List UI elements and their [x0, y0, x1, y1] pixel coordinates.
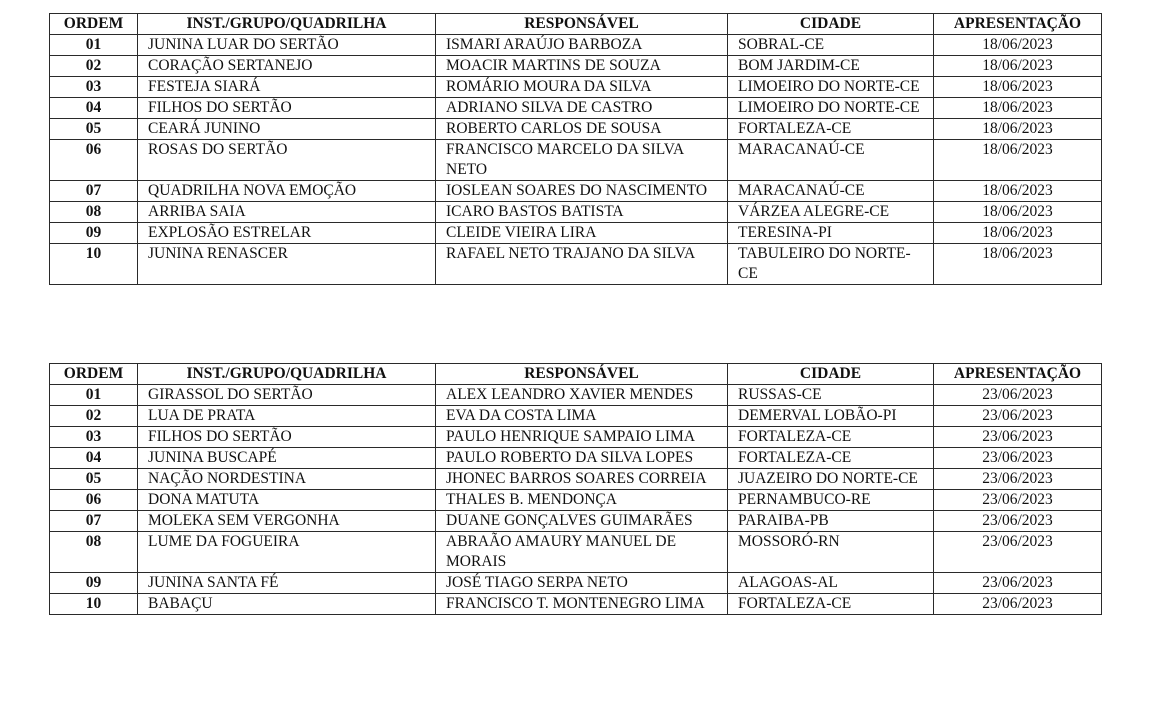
cell-grupo: EXPLOSÃO ESTRELAR: [138, 223, 436, 244]
table-row: [50, 181, 1102, 202]
cell-apresentacao: 18/06/2023: [934, 181, 1102, 202]
schedule-table-1: [49, 13, 1102, 285]
cell-grupo: FILHOS DO SERTÃO: [138, 98, 436, 119]
cell-cidade: MOSSORÓ-RN: [728, 532, 934, 573]
cell-ordem: 04: [50, 448, 138, 469]
cell-ordem: 04: [50, 98, 138, 119]
cell-cidade: FORTALEZA-CE: [728, 119, 934, 140]
cell-cidade: FORTALEZA-CE: [728, 594, 934, 615]
cell-ordem: 03: [50, 77, 138, 98]
cell-grupo: FILHOS DO SERTÃO: [138, 427, 436, 448]
cell-apresentacao: 23/06/2023: [934, 594, 1102, 615]
header-ordem: ORDEM: [50, 14, 138, 35]
table-row: [50, 490, 1102, 511]
cell-responsavel: DUANE GONÇALVES GUIMARÃES: [436, 511, 728, 532]
cell-ordem: 10: [50, 594, 138, 615]
cell-cidade: VÁRZEA ALEGRE-CE: [728, 202, 934, 223]
header-grupo: INST./GRUPO/QUADRILHA: [138, 14, 436, 35]
table-row: [50, 140, 1102, 181]
cell-apresentacao: 18/06/2023: [934, 98, 1102, 119]
cell-ordem: 07: [50, 181, 138, 202]
cell-grupo: JUNINA SANTA FÉ: [138, 573, 436, 594]
cell-responsavel: EVA DA COSTA LIMA: [436, 406, 728, 427]
cell-cidade: LIMOEIRO DO NORTE-CE: [728, 98, 934, 119]
cell-apresentacao: 23/06/2023: [934, 427, 1102, 448]
cell-grupo: MOLEKA SEM VERGONHA: [138, 511, 436, 532]
cell-ordem: 09: [50, 573, 138, 594]
cell-grupo: GIRASSOL DO SERTÃO: [138, 385, 436, 406]
table-row: [50, 406, 1102, 427]
table-row: [50, 385, 1102, 406]
cell-responsavel: PAULO HENRIQUE SAMPAIO LIMA: [436, 427, 728, 448]
schedule-table-2: [49, 363, 1102, 615]
table-row: [50, 532, 1102, 573]
cell-grupo: JUNINA LUAR DO SERTÃO: [138, 35, 436, 56]
cell-apresentacao: 18/06/2023: [934, 56, 1102, 77]
cell-cidade: BOM JARDIM-CE: [728, 56, 934, 77]
cell-cidade: RUSSAS-CE: [728, 385, 934, 406]
cell-apresentacao: 18/06/2023: [934, 223, 1102, 244]
cell-grupo: BABAÇU: [138, 594, 436, 615]
cell-ordem: 08: [50, 532, 138, 573]
cell-grupo: QUADRILHA NOVA EMOÇÃO: [138, 181, 436, 202]
cell-grupo: ROSAS DO SERTÃO: [138, 140, 436, 181]
cell-responsavel: ICARO BASTOS BATISTA: [436, 202, 728, 223]
cell-ordem: 06: [50, 140, 138, 181]
cell-grupo: JUNINA RENASCER: [138, 244, 436, 285]
cell-apresentacao: 23/06/2023: [934, 448, 1102, 469]
cell-cidade: MARACANAÚ-CE: [728, 181, 934, 202]
cell-cidade: PARAIBA-PB: [728, 511, 934, 532]
table-row: [50, 119, 1102, 140]
header-responsavel: RESPONSÁVEL: [436, 14, 728, 35]
cell-grupo: LUA DE PRATA: [138, 406, 436, 427]
cell-ordem: 07: [50, 511, 138, 532]
cell-cidade: FORTALEZA-CE: [728, 427, 934, 448]
table-row: [50, 573, 1102, 594]
table-row: [50, 98, 1102, 119]
cell-responsavel: ALEX LEANDRO XAVIER MENDES: [436, 385, 728, 406]
cell-cidade: MARACANAÚ-CE: [728, 140, 934, 181]
table-row: [50, 77, 1102, 98]
cell-grupo: NAÇÃO NORDESTINA: [138, 469, 436, 490]
cell-cidade: JUAZEIRO DO NORTE-CE: [728, 469, 934, 490]
table-row: [50, 244, 1102, 285]
table-row: [50, 56, 1102, 77]
cell-ordem: 10: [50, 244, 138, 285]
cell-cidade: LIMOEIRO DO NORTE-CE: [728, 77, 934, 98]
table-row: [50, 448, 1102, 469]
cell-cidade: ALAGOAS-AL: [728, 573, 934, 594]
cell-apresentacao: 18/06/2023: [934, 244, 1102, 285]
cell-grupo: CORAÇÃO SERTANEJO: [138, 56, 436, 77]
cell-apresentacao: 18/06/2023: [934, 202, 1102, 223]
cell-grupo: CEARÁ JUNINO: [138, 119, 436, 140]
cell-responsavel: ABRAÃO AMAURY MANUEL DE MORAIS: [436, 532, 728, 573]
header-cidade: CIDADE: [728, 14, 934, 35]
table-row: [50, 469, 1102, 490]
cell-ordem: 06: [50, 490, 138, 511]
cell-apresentacao: 23/06/2023: [934, 385, 1102, 406]
cell-responsavel: RAFAEL NETO TRAJANO DA SILVA: [436, 244, 728, 285]
cell-apresentacao: 18/06/2023: [934, 119, 1102, 140]
table-row: [50, 202, 1102, 223]
table-row: [50, 223, 1102, 244]
cell-responsavel: CLEIDE VIEIRA LIRA: [436, 223, 728, 244]
cell-apresentacao: 23/06/2023: [934, 469, 1102, 490]
cell-responsavel: ROBERTO CARLOS DE SOUSA: [436, 119, 728, 140]
cell-grupo: ARRIBA SAIA: [138, 202, 436, 223]
cell-ordem: 01: [50, 385, 138, 406]
table-header-row: [50, 364, 1102, 385]
cell-responsavel: ROMÁRIO MOURA DA SILVA: [436, 77, 728, 98]
cell-responsavel: ADRIANO SILVA DE CASTRO: [436, 98, 728, 119]
table-row: [50, 511, 1102, 532]
cell-responsavel: MOACIR MARTINS DE SOUZA: [436, 56, 728, 77]
cell-responsavel: FRANCISCO MARCELO DA SILVA NETO: [436, 140, 728, 181]
cell-apresentacao: 23/06/2023: [934, 511, 1102, 532]
cell-apresentacao: 23/06/2023: [934, 573, 1102, 594]
cell-ordem: 02: [50, 56, 138, 77]
cell-responsavel: PAULO ROBERTO DA SILVA LOPES: [436, 448, 728, 469]
cell-grupo: LUME DA FOGUEIRA: [138, 532, 436, 573]
cell-responsavel: JOSÉ TIAGO SERPA NETO: [436, 573, 728, 594]
header-apresentacao: APRESENTAÇÃO: [934, 14, 1102, 35]
header-cidade: CIDADE: [728, 364, 934, 385]
cell-grupo: DONA MATUTA: [138, 490, 436, 511]
header-ordem: ORDEM: [50, 364, 138, 385]
cell-responsavel: THALES B. MENDONÇA: [436, 490, 728, 511]
header-grupo: INST./GRUPO/QUADRILHA: [138, 364, 436, 385]
cell-responsavel: FRANCISCO T. MONTENEGRO LIMA: [436, 594, 728, 615]
cell-cidade: PERNAMBUCO-RE: [728, 490, 934, 511]
cell-cidade: TERESINA-PI: [728, 223, 934, 244]
header-responsavel: RESPONSÁVEL: [436, 364, 728, 385]
header-apresentacao: APRESENTAÇÃO: [934, 364, 1102, 385]
table-row: [50, 427, 1102, 448]
cell-ordem: 03: [50, 427, 138, 448]
cell-ordem: 08: [50, 202, 138, 223]
cell-ordem: 01: [50, 35, 138, 56]
cell-cidade: SOBRAL-CE: [728, 35, 934, 56]
cell-ordem: 05: [50, 469, 138, 490]
table-header-row: [50, 14, 1102, 35]
cell-responsavel: ISMARI ARAÚJO BARBOZA: [436, 35, 728, 56]
cell-apresentacao: 18/06/2023: [934, 35, 1102, 56]
cell-ordem: 05: [50, 119, 138, 140]
cell-ordem: 09: [50, 223, 138, 244]
cell-cidade: TABULEIRO DO NORTE-CE: [728, 244, 934, 285]
cell-apresentacao: 23/06/2023: [934, 532, 1102, 573]
table-row: [50, 35, 1102, 56]
cell-ordem: 02: [50, 406, 138, 427]
table-row: [50, 594, 1102, 615]
cell-cidade: FORTALEZA-CE: [728, 448, 934, 469]
cell-grupo: FESTEJA SIARÁ: [138, 77, 436, 98]
cell-apresentacao: 23/06/2023: [934, 490, 1102, 511]
cell-apresentacao: 23/06/2023: [934, 406, 1102, 427]
cell-responsavel: IOSLEAN SOARES DO NASCIMENTO: [436, 181, 728, 202]
cell-grupo: JUNINA BUSCAPÉ: [138, 448, 436, 469]
cell-responsavel: JHONEC BARROS SOARES CORREIA: [436, 469, 728, 490]
cell-cidade: DEMERVAL LOBÃO-PI: [728, 406, 934, 427]
cell-apresentacao: 18/06/2023: [934, 140, 1102, 181]
cell-apresentacao: 18/06/2023: [934, 77, 1102, 98]
